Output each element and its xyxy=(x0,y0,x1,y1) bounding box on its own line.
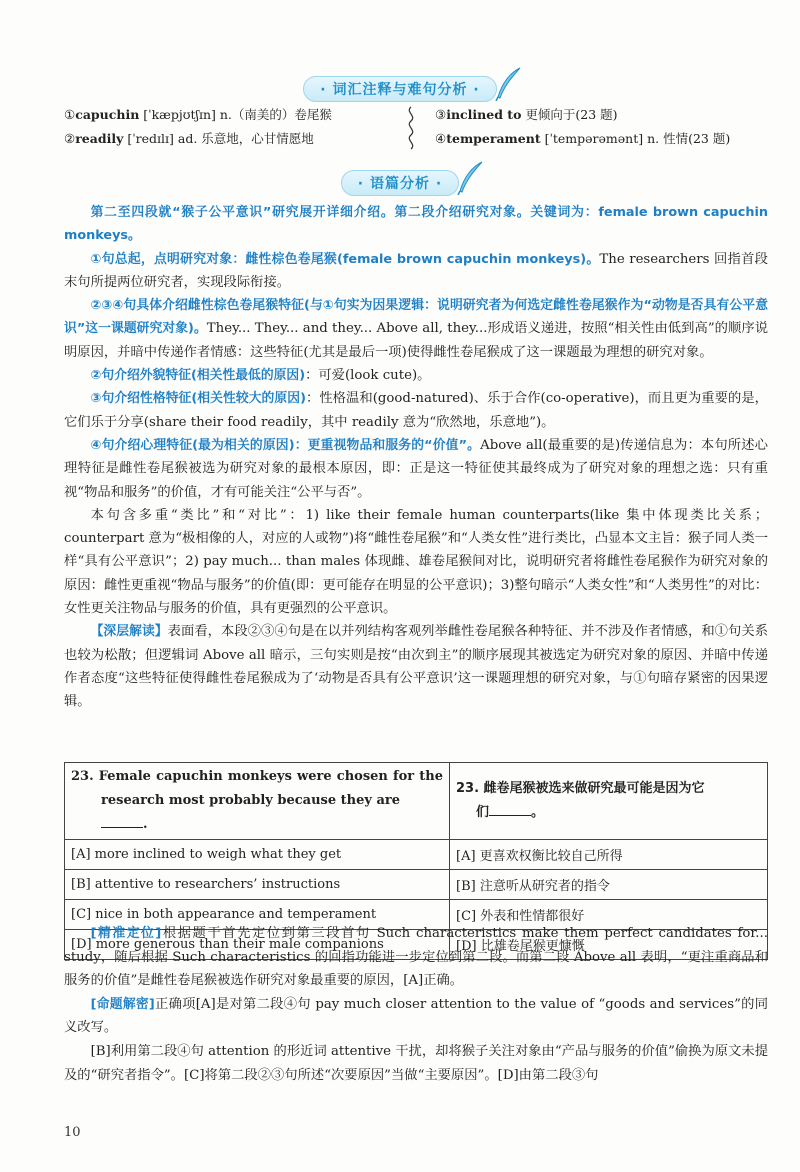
question-stem-row xyxy=(65,763,768,840)
option-d-en: [D] more generous than their male companions xyxy=(65,930,450,960)
passage-banner-title: · 语篇分析 · xyxy=(357,176,443,192)
vocab-column-left xyxy=(64,103,394,151)
analysis-sentence-3: ③句介绍性格特征(相关性较大的原因)：性格温和(good-natured)、乐于合作(co-operative)，而且更为重要的是，它们乐于分享(share their food readily，其中 readily 意为“欣然地，乐意地”)。 xyxy=(64,391,768,430)
option-b-cn: [B] 注意听从研究者的指令 xyxy=(450,870,768,900)
option-row xyxy=(65,840,768,870)
analysis-sentence-2: ②句介绍外貌特征(相关性最低的原因)：可爱(look cute)。 xyxy=(90,368,431,384)
vocab-item-inclined-to: ③inclined to 更倾向于(23 题) xyxy=(435,107,618,122)
vocab-column-right xyxy=(435,103,755,151)
question-stem-cn: 23. 雌卷尾猴被选来做研究最可能是因为它 们 。 xyxy=(450,763,768,840)
answer-blank-cn xyxy=(489,803,531,816)
passage-banner-pill xyxy=(341,170,459,196)
explain-locate: [精准定位]根据题干首先定位到第三段首句 Such characteristics make them perfect candidates for... study，随后根据 Such characteristics 的回指功能进一步定位到第二段。而第二段 Above all 表明，“更注重商品和服务的价值”是雌性卷尾猴被选作研究对象最重要的原因，[A]正确。 xyxy=(64,926,768,989)
question-stem-en: 23. Female capuchin monkeys were chosen for the research most probably because they are . xyxy=(65,763,450,840)
analysis-sentence-4: ④句介绍心理特征(最为相关的原因)：更重视物品和服务的“价值”。Above all(最重要的是)传递信息为：本句所述心理特征是雌性卷尾猴被选为研究对象的最根本原因，即：正是这一特征使其最终成为了研究对象的理想之选：只有重视“物品和服务”的价值，才有可能关注“公平与否”。 xyxy=(64,437,768,500)
option-d-cn: [D] 比雄卷尾猴更慷慨 xyxy=(450,930,768,960)
analysis-intro: 第二至四段就“猴子公平意识”研究展开详细介绍。第二段介绍研究对象。关键词为：female brown capuchin monkeys。 xyxy=(64,205,768,244)
vocab-banner-pill xyxy=(303,76,496,102)
vocab-item-readily: ②readily [ˈredɪlɪ] ad. 乐意地，心甘情愿地 xyxy=(64,131,314,146)
explain-decode: [命题解密]正确项[A]是对第二段④句 pay much closer attention to the value of “goods and services”的同义改写。 xyxy=(64,996,768,1036)
option-row xyxy=(65,870,768,900)
vocab-banner-title: · 词汇注释与难句分析 · xyxy=(320,82,480,98)
option-a-cn: [A] 更喜欢权衡比较自己所得 xyxy=(450,840,768,870)
page-number: 10 xyxy=(64,1125,81,1140)
vocab-item-capuchin: ①capuchin [ˈkæpjʊtʃɪn] n.（南美的）卷尾猴 xyxy=(64,107,332,122)
divider-squiggle-icon xyxy=(404,105,418,151)
option-b-en: [B] attentive to researchers’ instructions xyxy=(65,870,450,900)
option-c-en: [C] nice in both appearance and temperament xyxy=(65,900,450,930)
answer-blank xyxy=(101,815,143,828)
explain-distractors: [B]利用第二段④句 attention 的形近词 attentive 干扰，却将猴子关注对象由“产品与服务的价值”偷换为原文未提及的“研究者指令”。[C]将第二段②③句所述“次要原因”当做“主要原因”。[D]由第二段③句 xyxy=(64,1043,768,1083)
analysis-sentence-1: ①句总起，点明研究对象：雌性棕色卷尾猴(female brown capuchin monkeys)。The researchers 回指首段末句所提两位研究者，实现段际衔接。 xyxy=(64,251,768,290)
vocab-banner xyxy=(0,76,800,102)
option-c-cn: [C] 外表和性情都很好 xyxy=(450,900,768,930)
option-a-en: [A] more inclined to weigh what they get xyxy=(65,840,450,870)
analysis-comparison: 本句含多重“类比”和“对比”：1) like their female human counterparts(like 集中体现类比关系；counterpart 意为“极相像的人，对应的人或物”)将“雌性卷尾猴”和“人类女性”进行类比，凸显本文主旨：猴子同人类一样“具有公平意识”；2) pay much... than males 体现雌、雄卷尾猴间对比，说明研究者将雌性卷尾猴作为研究对象的原因：雌性更重视“物品与服务”的价值(即：更可能存在明显的公平意识)；3)整句暗示“人类女性”和“人类男性”的对比：女性更关注物品与服务的价值，具有更强烈的公平意识。 xyxy=(64,507,768,617)
analysis-sentences-2-4: ②③④句具体介绍雌性棕色卷尾猴特征(与①句实为因果逻辑：说明研究者为何选定雌性卷尾猴作为“动物是否具有公平意识”这一课题研究对象)。They... They... and they... Above all, they...形成语义递进，按照“相关性由低到高”的顺序说明原因，并暗中传递作者情感：这些特征(尤其是最后一项)使得雌性卷尾猴成了这一课题最为理想的研究对象。 xyxy=(64,298,768,360)
vocab-item-temperament: ④temperament [ˈtempərəmənt] n. 性情(23 题) xyxy=(435,131,731,146)
answer-explanation xyxy=(64,922,768,1087)
quill-icon xyxy=(456,161,484,195)
passage-banner xyxy=(0,170,800,196)
quill-icon xyxy=(494,67,522,101)
analysis-deep-reading: 【深层解读】表面看，本段②③④句是在以并列结构客观列举雌性卷尾猴各种特征、并不涉及作者情感，和①句关系也较为松散；但逻辑词 Above all 暗示，三句实则是按“由次到主”的顺序展现其被选定为研究对象的原因、并暗中传递作者态度“这些特征使得雌性卷尾猴成为了‘动物是否具有公平意识’这一课题理想的研究对象，与①句暗存紧密的因果逻辑。 xyxy=(64,624,769,710)
passage-analysis xyxy=(64,201,768,714)
